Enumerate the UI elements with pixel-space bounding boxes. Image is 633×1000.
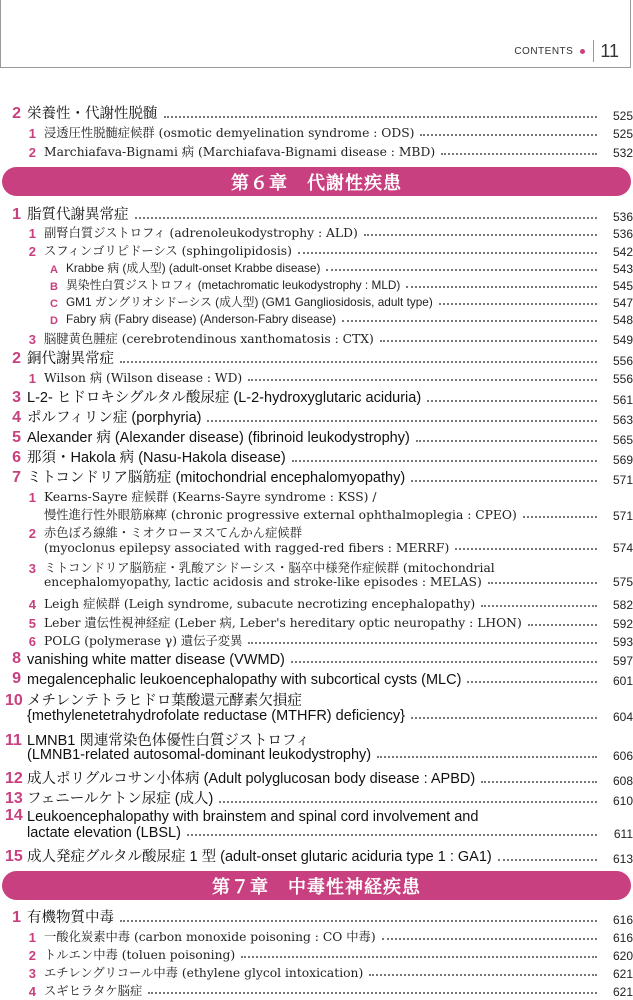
entry-page: 616 <box>612 931 633 945</box>
entry-page: 582 <box>612 598 633 612</box>
entry-number: 6 <box>28 634 36 649</box>
toc-entry[interactable] <box>0 650 633 668</box>
dot-leader <box>292 460 597 462</box>
toc-entry[interactable] <box>0 787 633 808</box>
entry-number: 1 <box>28 126 36 141</box>
entry-title-line2: 慢性進行性外眼筋麻痺 (chronic progressive external ophthalmoplegia : CPEO) <box>44 508 517 522</box>
entry-title: 異染性白質ジストロフィ (metachromatic leukodystrophy : MLD) <box>66 278 401 292</box>
entry-number: 1 <box>28 226 36 241</box>
dot-leader <box>377 756 597 758</box>
dot-leader <box>364 234 597 236</box>
entry-number: 10 <box>5 692 23 709</box>
entry-title-line1: ミトコンドリア脳筋症・乳酸アシドーシス・脳卒中様発作症候群 (mitochondrial <box>44 561 495 575</box>
entry-title: 銅代謝異常症 <box>27 351 114 367</box>
dot-leader <box>481 781 597 783</box>
toc-entry[interactable] <box>0 259 633 276</box>
entry-number: C <box>50 298 58 310</box>
entry-page: 613 <box>612 852 633 866</box>
entry-page: 556 <box>612 354 633 368</box>
toc-entry[interactable] <box>0 123 633 141</box>
toc-entry-continuation[interactable] <box>0 575 633 589</box>
toc-entry[interactable] <box>0 203 633 224</box>
entry-title: megalencephalic leukoencephalopathy with subcortical cysts (MLC) <box>27 672 462 688</box>
entry-title: スギヒラタケ脳症 <box>44 984 143 998</box>
dot-leader <box>187 834 597 836</box>
toc-entry-continuation[interactable] <box>0 708 633 724</box>
entry-page: 532 <box>612 146 633 160</box>
entry-title: 成人発症グルタル酸尿症 1 型 (adult-onset glutaric aciduria type 1 : GA1) <box>27 849 492 865</box>
dot-leader <box>380 340 597 342</box>
entry-title-line2: (myoclonus epilepsy associated with ragged-red fibers : MERRF) <box>44 541 450 555</box>
entry-page: 575 <box>612 575 633 589</box>
entry-number: 9 <box>12 670 21 687</box>
toc-entry-continuation[interactable] <box>0 747 633 763</box>
toc-entry[interactable] <box>0 558 633 576</box>
dot-leader <box>291 661 597 663</box>
dot-leader <box>416 440 597 442</box>
entry-page: 565 <box>612 433 633 447</box>
toc-entry[interactable] <box>0 767 633 788</box>
entry-page: 525 <box>612 127 633 141</box>
entry-title: 脳腱黄色腫症 (cerebrotendinous xanthomatosis : CTX) <box>44 332 374 346</box>
header-divider <box>593 40 594 62</box>
entry-title: スフィンゴリピドーシス (sphingolipidosis) <box>44 244 292 258</box>
chapter-title: 第７章 中毒性神経疾患 <box>212 876 421 897</box>
entry-page: 611 <box>613 827 633 841</box>
entry-page: 547 <box>612 296 633 310</box>
toc-entry-continuation[interactable] <box>0 505 633 523</box>
toc-entry[interactable] <box>0 406 633 427</box>
entry-number: 4 <box>28 597 36 612</box>
entry-title: 脂質代謝異常症 <box>27 207 129 223</box>
contents-label: CONTENTS <box>514 45 574 57</box>
entry-title-line1: Leukoencephalopathy with brainstem and spinal cord involvement and <box>27 809 479 825</box>
toc-entry[interactable] <box>0 487 633 505</box>
page-header <box>514 40 619 62</box>
entry-number: D <box>50 315 58 327</box>
entry-page: 601 <box>612 674 633 688</box>
entry-title-line1: Kearns-Sayre 症候群 (Kearns-Sayre syndrome : KSS) / <box>44 490 377 504</box>
entry-page: 543 <box>612 262 633 276</box>
entry-title: 成人ポリグルコサン小体病 (Adult polyglucosan body disease : APBD) <box>27 771 476 787</box>
toc-entry[interactable] <box>0 310 633 327</box>
entry-page: 597 <box>612 654 633 668</box>
dot-leader <box>219 801 597 803</box>
toc-entry[interactable] <box>0 670 633 688</box>
entry-page: 571 <box>612 509 633 523</box>
entry-page: 606 <box>612 749 633 763</box>
toc-entry[interactable] <box>0 276 633 293</box>
entry-title: 那須・Hakola 病 (Nasu-Hakola disease) <box>27 450 286 466</box>
entry-title: トルエン中毒 (toluen poisoning) <box>44 948 236 962</box>
toc-entry[interactable] <box>0 426 633 447</box>
entry-number: 11 <box>5 732 22 749</box>
toc-entry[interactable] <box>0 523 633 541</box>
entry-title-line1: メチレンテトラヒドロ葉酸還元酵素欠損症 <box>27 693 302 709</box>
entry-number: 1 <box>12 909 21 926</box>
entry-title: エチレングリコール中毒 (ethylene glycol intoxication) <box>44 966 364 980</box>
dot-leader <box>164 116 598 118</box>
entry-title: 一酸化炭素中毒 (carbon monoxide poisoning : CO 中毒) <box>44 930 376 944</box>
entry-number: 1 <box>28 490 36 505</box>
dot-leader <box>120 361 597 363</box>
entry-page: 548 <box>612 313 633 327</box>
toc-entry[interactable] <box>0 613 633 631</box>
dot-leader <box>427 400 597 402</box>
entry-number: 5 <box>12 429 21 446</box>
dot-leader <box>148 992 597 994</box>
entry-page: 610 <box>612 794 633 808</box>
entry-page: 608 <box>612 774 633 788</box>
entry-number: 3 <box>28 561 36 576</box>
entry-title: vanishing white matter disease (VWMD) <box>27 652 285 668</box>
entry-title: Wilson 病 (Wilson disease : WD) <box>44 371 243 385</box>
entry-title: 栄養性・代謝性脱髄 <box>27 106 158 122</box>
entry-number: 2 <box>28 244 36 259</box>
entry-page: 563 <box>612 413 633 427</box>
dot-leader <box>248 379 597 381</box>
entry-number: 1 <box>28 930 36 945</box>
dot-leader <box>455 548 597 550</box>
entry-page: 536 <box>612 227 633 241</box>
toc-entry[interactable] <box>0 945 633 963</box>
dot-leader <box>467 681 597 683</box>
toc-entry-continuation[interactable] <box>0 825 633 841</box>
entry-title-line2: lactate elevation (LBSL) <box>27 825 181 841</box>
entry-number: 1 <box>12 206 21 223</box>
toc-entry[interactable] <box>0 963 633 981</box>
toc-entry[interactable] <box>0 241 633 259</box>
dot-leader <box>420 134 597 136</box>
entry-number: 12 <box>5 770 23 787</box>
entry-number: 4 <box>12 409 21 426</box>
entry-number: 5 <box>28 616 36 631</box>
dot-leader <box>241 956 597 958</box>
entry-page: 549 <box>612 333 633 347</box>
dot-leader <box>298 252 597 254</box>
entry-number: 2 <box>12 105 21 122</box>
entry-page: 621 <box>612 967 633 981</box>
dot-leader <box>248 642 597 644</box>
toc-entry[interactable] <box>0 689 633 710</box>
entry-number: 7 <box>12 469 21 486</box>
entry-page: 561 <box>612 393 633 407</box>
entry-title: Fabry 病 (Fabry disease) (Anderson-Fabry disease) <box>66 312 337 326</box>
entry-number: A <box>50 264 58 276</box>
dot-leader <box>528 624 597 626</box>
dot-leader <box>441 153 597 155</box>
dot-leader <box>488 582 597 584</box>
entry-title: Marchiafava-Bignami 病 (Marchiafava-Bignami disease : MBD) <box>44 145 436 159</box>
dot-leader <box>382 938 597 940</box>
dot-leader <box>135 217 598 219</box>
entry-page: 569 <box>612 453 633 467</box>
entry-title-line2: {methylenetetrahydrofolate reductase (MTHFR) deficiency} <box>27 708 405 724</box>
toc-entry-continuation[interactable] <box>0 541 633 555</box>
entry-number: 8 <box>12 650 21 667</box>
dot-leader <box>406 286 597 288</box>
entry-title: Alexander 病 (Alexander disease) (fibrinoid leukodystrophy) <box>27 430 410 446</box>
entry-title: 有機物質中毒 <box>27 910 114 926</box>
toc-entry[interactable] <box>0 446 633 467</box>
toc-entry[interactable] <box>0 927 633 945</box>
entry-number: 6 <box>12 449 21 466</box>
entry-title: ポルフィリン症 (porphyria) <box>27 410 202 426</box>
dot-leader <box>369 974 597 976</box>
entry-title: L-2- ヒドロキシグルタル酸尿症 (L-2-hydroxyglutaric aciduria) <box>27 390 422 406</box>
page-number: 11 <box>600 40 619 61</box>
entry-title: Leigh 症候群 (Leigh syndrome, subacute necrotizing encephalopathy) <box>44 597 476 611</box>
entry-title-line2: (LMNB1-related autosomal-dominant leukodystrophy) <box>27 747 372 763</box>
entry-number: 1 <box>28 371 36 386</box>
entry-title: POLG (polymerase γ) 遺伝子変異 <box>44 634 243 648</box>
dot-leader <box>326 269 597 271</box>
entry-title-line1: 赤色ぼろ線維・ミオクローヌスてんかん症候群 <box>44 526 302 540</box>
entry-title: Leber 遺伝性視神経症 (Leber 病, Leber's hereditary optic neuropathy : LHON) <box>44 616 522 630</box>
entry-page: 571 <box>612 473 633 487</box>
entry-page: 593 <box>612 635 633 649</box>
entry-title: Krabbe 病 (成人型) (adult-onset Krabbe disease) <box>66 261 321 275</box>
entry-number: 2 <box>28 948 36 963</box>
chapter-title: 第６章 代謝性疾患 <box>231 172 402 193</box>
toc-entry[interactable] <box>0 845 633 866</box>
entry-page: 621 <box>612 985 633 999</box>
dot-leader <box>342 320 597 322</box>
toc-entry[interactable] <box>0 807 633 825</box>
entry-title: ミトコンドリア脳筋症 (mitochondrial encephalomyopathy) <box>27 470 406 486</box>
chapter-banner[interactable] <box>2 871 631 900</box>
toc-entry[interactable] <box>0 631 633 649</box>
entry-page: 556 <box>612 372 633 386</box>
entry-number: 3 <box>12 389 21 406</box>
entry-title: 副腎白質ジストロフィ (adrenoleukodystrophy : ALD) <box>44 226 358 240</box>
dot-leader <box>411 717 597 719</box>
toc-entry[interactable] <box>0 223 633 241</box>
entry-title-line1: LMNB1 関連常染色体優性白質ジストロフィ <box>27 733 310 749</box>
entry-title: 浸透圧性脱髄症候群 (osmotic demyelination syndrome : ODS) <box>44 126 415 140</box>
entry-page: 536 <box>612 210 633 224</box>
toc-entry[interactable] <box>0 368 633 386</box>
toc-entry[interactable] <box>0 347 633 368</box>
toc-entry[interactable] <box>0 594 633 612</box>
entry-page: 525 <box>612 109 633 123</box>
toc-entry[interactable] <box>0 142 633 160</box>
dot-leader <box>439 303 597 305</box>
entry-number: 13 <box>5 790 23 807</box>
entry-number: B <box>50 281 58 293</box>
dot-leader <box>207 420 597 422</box>
dot-icon <box>580 49 585 54</box>
chapter-banner[interactable] <box>2 167 631 196</box>
entry-number: 14 <box>5 807 23 824</box>
entry-number: 3 <box>28 332 36 347</box>
toc-entry[interactable] <box>0 386 633 407</box>
entry-page: 592 <box>612 617 633 631</box>
entry-number: 2 <box>28 526 36 541</box>
entry-page: 604 <box>612 710 633 724</box>
entry-page: 574 <box>612 541 633 555</box>
dot-leader <box>120 920 597 922</box>
dot-leader <box>411 480 597 482</box>
entry-number: 3 <box>28 966 36 981</box>
dot-leader <box>481 605 597 607</box>
entry-page: 620 <box>612 949 633 963</box>
entry-number: 2 <box>12 350 21 367</box>
toc-entry[interactable] <box>0 329 633 347</box>
entry-number: 4 <box>28 984 36 999</box>
toc-entry[interactable] <box>0 102 633 123</box>
entry-title: フェニールケトン尿症 (成人) <box>27 791 214 807</box>
entry-number: 15 <box>5 848 23 865</box>
entry-page: 542 <box>612 245 633 259</box>
toc-entry[interactable] <box>0 293 633 310</box>
entry-title-line2: encephalomyopathy, lactic acidosis and stroke-like episodes : MELAS) <box>44 575 482 589</box>
entry-title: GM1 ガングリオシドーシス (成人型) (GM1 Gangliosidosis, adult type) <box>66 295 433 309</box>
dot-leader <box>523 516 597 518</box>
entry-page: 616 <box>612 913 633 927</box>
entry-number: 2 <box>28 145 36 160</box>
toc-entry[interactable] <box>0 906 633 927</box>
toc-entry[interactable] <box>0 466 633 487</box>
entry-page: 545 <box>612 279 633 293</box>
dot-leader <box>498 859 597 861</box>
toc-entry[interactable] <box>0 981 633 999</box>
